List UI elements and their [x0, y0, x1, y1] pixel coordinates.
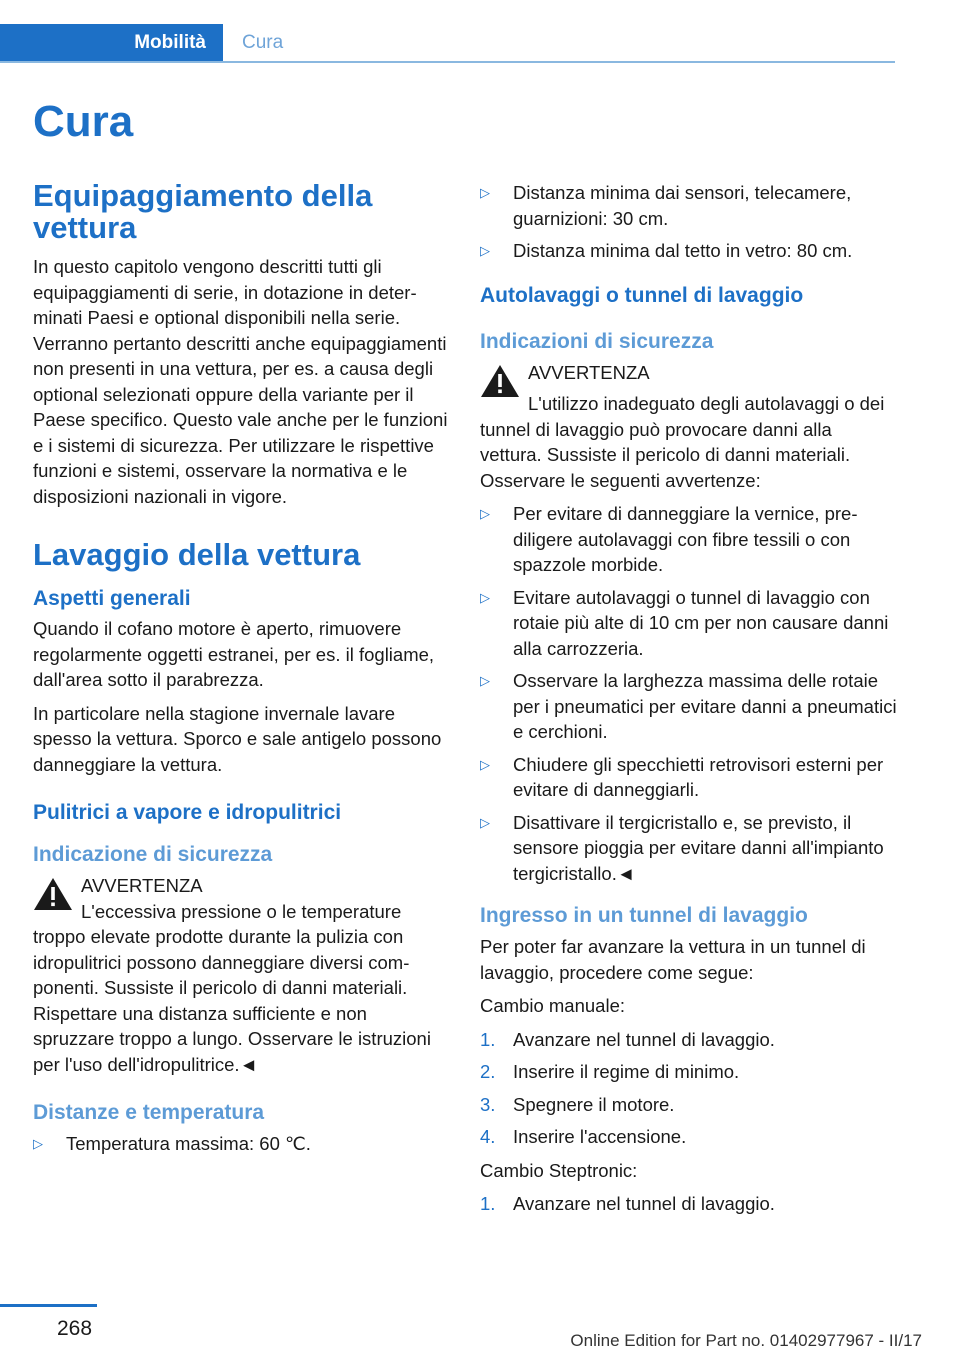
list-item: ▷ Per evitare di danneggiare la vernice, prediligere autolavaggi con fibre tessili o con spazzole morbide. — [480, 503, 858, 575]
page-number: 268 — [57, 1317, 93, 1340]
bullet-triangle-icon: ▷ — [480, 506, 490, 521]
page-title: Cura — [33, 97, 134, 146]
warning-icon — [33, 877, 73, 911]
distanze-list-continued — [480, 180, 898, 264]
step-item: 4. Inserire l'accensione. — [480, 1126, 687, 1147]
bullet-triangle-icon: ▷ — [480, 673, 490, 688]
left-column — [33, 180, 448, 1165]
edition-text: Online Edition for Part no. 01402977967 - II/17 — [570, 1331, 922, 1350]
steptronic-steps — [480, 1191, 898, 1217]
bullet-triangle-icon: ▷ — [480, 814, 490, 830]
list-item: ▷ Chiudere gli specchietti retrovisori esterni per evitare di danneggiarli. — [480, 753, 884, 800]
warning-text-content: L'utilizzo inadeguato degli autolavaggi o dei tunnel di lavaggio può provocare danni alla vettura. Sussiste il pericolo di danni materiali. Osservare le seguenti avvertenze: — [480, 393, 885, 491]
indicazioni-heading: Indicazioni di sicurezza — [480, 329, 714, 353]
list-item: ▷ Distanza minima dal tetto in vetro: 80 cm. — [480, 238, 898, 264]
list-item: ▷ Temperatura massima: 60 ℃. — [33, 1131, 448, 1157]
bullet-triangle-icon: ▷ — [480, 185, 490, 200]
ingresso-text: Per poter far avanzare la vettura in un tunnel di lavaggio, procedere come segue: — [480, 936, 866, 983]
warning-text-content: L'eccessiva pressione o le temperature troppo elevate prodotte durante la pulizia con idropulitrici possono danneggiare diversi componenti. Sussiste il pericolo di danni materiali. Rispettare una distanza sufficiente e non spruzzare troppo a lungo. Osservare le istruzioni per l'uso dell'idropulitrice.◄ — [33, 900, 431, 1075]
distanze-list — [33, 1131, 448, 1157]
autolavaggi-heading: Autolavaggi o tunnel di lavaggio — [480, 283, 804, 307]
bullet-triangle-icon: ▷ — [33, 1136, 43, 1151]
aspetti-text-1: Quando il cofano motore è aperto, rimuovere regolarmente oggetti estranei, per es. il fogliame, dall'area sotto il parabrezza. — [33, 618, 435, 690]
distanze-heading: Distanze e temperatura — [33, 1101, 265, 1124]
header-bar — [0, 24, 895, 63]
right-column — [480, 180, 898, 1225]
warning-label: AVVERTENZA — [81, 875, 203, 896]
equip-heading: Equipaggiamento della vettura — [33, 178, 373, 245]
indicazione-heading: Indicazione di sicurezza — [33, 843, 273, 866]
warning-icon — [480, 364, 520, 398]
list-item: ▷ Disattivare il tergicristallo e, se previsto, il sensore pioggia per evitare danni all'impianto tergicristallo.◄ — [480, 811, 884, 884]
lavaggio-heading: Lavaggio della vettura — [33, 537, 361, 572]
step-item: 1. Avanzare nel tunnel di lavaggio. — [480, 1193, 775, 1214]
pulitrici-heading: Pulitrici a vapore e idropulitrici — [33, 801, 342, 824]
bullet-triangle-icon: ▷ — [480, 589, 490, 605]
step-item: 3. Spegnere il motore. — [480, 1093, 675, 1115]
aspetti-text-2: In particolare nella stagione invernale lavare spesso la vettura. Sporco e sale antigelo possono danneggiare la vettura. — [33, 702, 442, 775]
bullet-triangle-icon: ▷ — [480, 756, 490, 772]
footer-rule — [0, 1304, 97, 1307]
equip-text: In questo capitolo vengono descritti tutti gli equipaggiamenti di serie, in dotazione in determinati Paesi e optional disponibili nella serie. Verranno pertanto descritti anche equipaggiamenti non presenti in una vettura, per es. a causa degli optional selezionati oppure della variante per il Paese specifico. Questo vale anche per le funzioni e i sistemi di sicurezza. Per utilizzare le rispettive funzioni e sistemi, osservare la normativa e le disposizioni nazionali in vigore. — [33, 256, 448, 507]
manuale-label: Cambio manuale: — [480, 995, 625, 1016]
warning-block-2 — [480, 360, 898, 386]
warning-list — [480, 501, 898, 886]
step-item: 2. Inserire il regime di minimo. — [480, 1061, 740, 1082]
steptronic-label: Cambio Steptronic: — [480, 1159, 638, 1181]
bullet-triangle-icon: ▷ — [480, 243, 490, 258]
warning-label: AVVERTENZA — [528, 361, 650, 383]
warning-block — [33, 873, 448, 899]
warning-text — [33, 899, 448, 1078]
list-item: ▷ Distanza minima dai sensori, telecamere, guarnizioni: 30 cm. — [480, 182, 852, 229]
ingresso-heading: Ingresso in un tunnel di lavaggio — [480, 904, 808, 927]
warning-text — [480, 391, 898, 493]
manuale-steps — [480, 1027, 898, 1150]
tab-cura[interactable]: Cura — [242, 32, 284, 53]
list-item: ▷ Evitare autolavaggi o tunnel di lavaggio con rotaie più alte di 10 cm per non causare danni alla carrozzeria. — [480, 586, 889, 659]
tab-mobilita[interactable]: Mobilità — [0, 24, 223, 61]
list-item: ▷ Osservare la larghezza massima delle rotaie per i pneumatici per evitare danni a pneumatici e cerchioni. — [480, 670, 897, 742]
step-item: 1. Avanzare nel tunnel di lavaggio. — [480, 1028, 775, 1050]
aspetti-heading: Aspetti generali — [33, 587, 191, 610]
